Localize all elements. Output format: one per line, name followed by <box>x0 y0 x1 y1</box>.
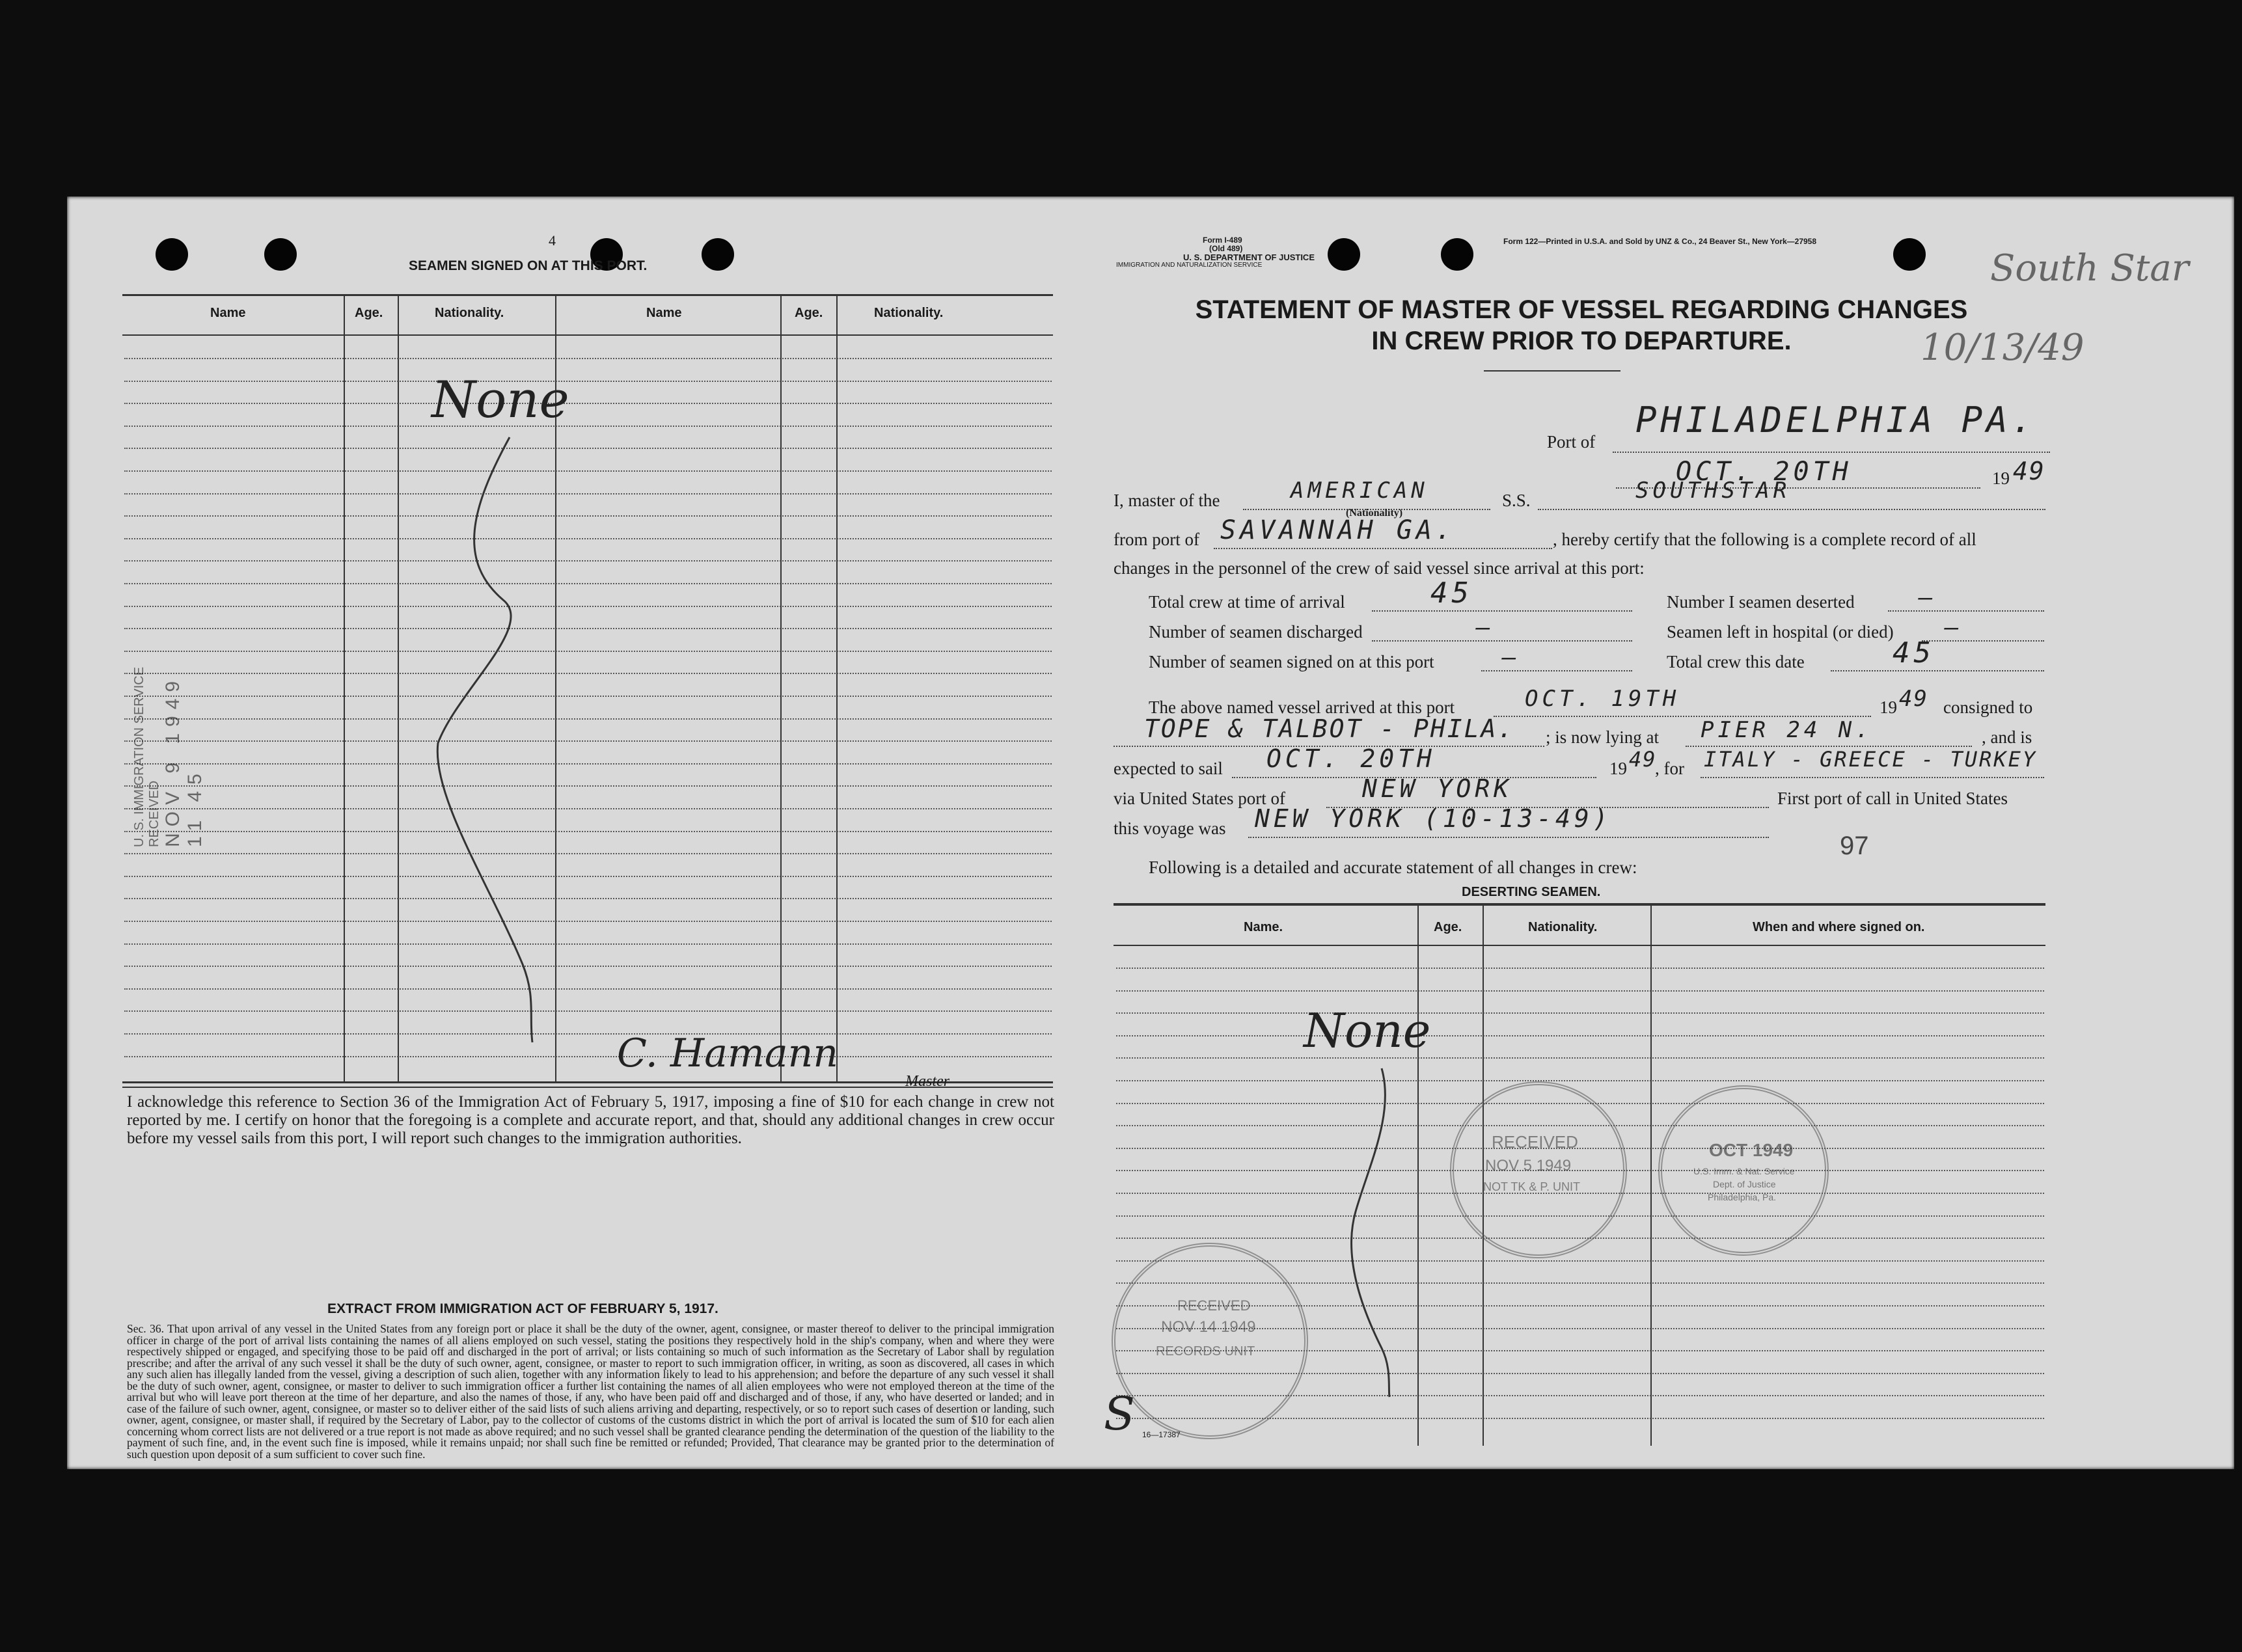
total-crew-arrival-line <box>1372 610 1632 612</box>
for-label: , for <box>1655 759 1684 778</box>
table-row <box>124 831 1052 832</box>
inspection-stamp <box>1658 1085 1829 1256</box>
table-row <box>124 493 1052 494</box>
column-header-age: Age. <box>355 306 383 320</box>
table-row <box>124 651 1052 652</box>
ship-name: SOUTHSTAR <box>1635 478 1791 504</box>
voyage-line <box>1248 837 1769 838</box>
arrived-year-prefix: 19 <box>1880 697 1897 717</box>
column-header-name: Name. <box>1244 920 1283 934</box>
punch-hole <box>1441 238 1473 271</box>
punch-hole <box>156 238 188 271</box>
table-row <box>124 560 1052 562</box>
arrived-value: OCT. 19TH <box>1525 686 1680 712</box>
table-row <box>124 853 1052 854</box>
and-is-label: , and is <box>1982 727 2032 747</box>
voyage-label: this voyage was <box>1114 819 1226 838</box>
nationality-caption: (Nationality) <box>1346 508 1403 519</box>
consigned-label: consigned to <box>1943 697 2033 717</box>
lying-label: ; is now lying at <box>1546 727 1659 747</box>
deserted-label: Number I seamen deserted <box>1667 592 1855 612</box>
table-row <box>124 898 1052 899</box>
column-divider <box>1650 906 1652 1446</box>
side-stamp-line: 11 45 <box>184 767 206 847</box>
table-row <box>124 470 1052 472</box>
records-stamp <box>1112 1243 1308 1439</box>
form-title <box>1110 294 2053 357</box>
column-header-age: Age. <box>795 306 823 320</box>
ship-name-line <box>1538 509 2045 510</box>
form-title-line: IN CREW PRIOR TO DEPARTURE. <box>1371 327 1792 355</box>
extract-text: Sec. 36. That upon arrival of any vessel in the United States from any foreign port or place it shall be the duty of the owner, agent, consignee, or master thereof to deliver to the principal immigration officer in charge of the port of arrival lists containing the names of all aliens employed on such vessel, stating the positions they respectively hold in the ship's company, when and where they were respectively shipped or engaged, and specifying those to be paid off and discharged in the port of arrival; or lists containing so much of such information as the Secretary of Labor shall by regulation prescribe; and after the arrival of any such vessel it shall be the duty of such owner, agent, consignee, or master to report to such immigration officer, in writing, as soon as discovered, all cases in which any such alien has illegally landed from the vessel, giving a description of such alien, together with any information likely to lead to his apprehension; and before the departure of any such vessel it shall be the duty of such owner, agent, consignee, or master to deliver to such immigration officer a further list containing the names of all alien employees who were not employed thereon at the time of the arrival but who will leave port thereon at the time of her departure, and also the names of those, if any, who have been paid off and discharged and of those, if any, who have deserted or landed; and in case of the failure of such owner, agent, consignee, or master so to deliver either of the said lists of such aliens arriving and departing, respectively, or so to report such cases of desertion or landing, such owner, agent, consignee, or master shall, if required by the Secretary of Labor, pay to the collector of customs of the customs district in which the port of arrival is located the sum of $10 for each alien concerning whom correct lists are not delivered or a true report is not made as above required; and no such vessel shall be granted clearance pending the determination of the question of the liability to the payment of such fine, and, in the event such fine is imposed, while it remains unpaid; nor shall such fine be remitted or refunded; Provided, That clearance may be granted prior to the determination of such question upon deposit of a sum sufficient to cover such fine. <box>127 1322 1054 1461</box>
table-row <box>124 673 1052 674</box>
vessel-handwritten-note: South Star <box>1990 247 2189 290</box>
pen-stroke <box>1343 1062 1421 1400</box>
side-received-stamp <box>132 667 206 847</box>
column-header-nationality: Nationality. <box>874 306 944 320</box>
stamp-text: OCT 1949 <box>1709 1140 1794 1160</box>
table-row <box>124 426 1052 427</box>
form-title-line: STATEMENT OF MASTER OF VESSEL REGARDING CHANGES <box>1195 295 1968 324</box>
punch-hole <box>702 238 734 271</box>
expected-label: expected to sail <box>1114 759 1223 778</box>
table-row <box>124 583 1052 584</box>
stamp-text: RECEIVED <box>1492 1132 1578 1152</box>
column-divider <box>780 295 782 1081</box>
table-row <box>124 628 1052 629</box>
total-crew-arrival-label: Total crew at time of arrival <box>1149 592 1345 612</box>
deserting-table-header-rule <box>1114 945 2045 946</box>
expected-year-value: 49 <box>1629 747 1657 772</box>
signed-on-label: Number of seamen signed on at this port <box>1149 652 1434 671</box>
discharged-label: Number of seamen discharged <box>1149 622 1363 642</box>
column-divider <box>836 295 838 1081</box>
via-value: NEW YORK <box>1362 774 1513 803</box>
total-crew-arrival-value: 45 <box>1430 576 1473 610</box>
table-row <box>124 740 1052 742</box>
table-row <box>124 515 1052 517</box>
hospital-line <box>1922 640 2044 642</box>
year-prefix: 19 <box>1992 468 2010 488</box>
punch-hole <box>264 238 297 271</box>
table-row <box>124 606 1052 607</box>
stamp-text: NOT TK & P. UNIT <box>1483 1180 1581 1193</box>
port-of-value: PHILADELPHIA PA. <box>1635 399 2037 440</box>
column-divider <box>344 295 345 1081</box>
table-top-rule <box>122 294 1053 296</box>
from-port-line <box>1214 548 1552 549</box>
table-row <box>124 403 1052 404</box>
document-sheet <box>67 196 2234 1469</box>
stamp-text: RECORDS UNIT <box>1156 1344 1255 1359</box>
stamp-text: Philadelphia, Pa. <box>1708 1192 1777 1202</box>
extract-heading: EXTRACT FROM IMMIGRATION ACT OF FEBRUARY 5, 1917. <box>327 1301 718 1316</box>
arrived-year-value: 49 <box>1899 686 1928 712</box>
deserting-none-entry: None <box>1304 1003 1431 1058</box>
certify-text: , hereby certify that the following is a complete record of all <box>1553 530 1976 549</box>
table-row <box>124 763 1052 765</box>
punch-hole <box>1893 238 1926 271</box>
table-row <box>124 381 1052 382</box>
department-name: U. S. DEPARTMENT OF JUSTICE <box>1183 252 1315 262</box>
table-row <box>124 696 1052 697</box>
hospital-value: — <box>1945 614 1963 641</box>
side-stamp-line: RECEIVED <box>147 780 161 847</box>
footer-code: 16—17387 <box>1142 1430 1181 1439</box>
table-row <box>1116 1057 2044 1059</box>
form-old-number: (Old 489) <box>1209 244 1243 253</box>
seamen-signed-heading: SEAMEN SIGNED ON AT THIS PORT. <box>409 258 648 273</box>
hospital-label: Seamen left in hospital (or died) <box>1667 622 1894 642</box>
signature-caption: Master <box>905 1073 950 1090</box>
table-row <box>1116 1012 2044 1014</box>
column-header-nationality: Nationality. <box>1528 920 1598 934</box>
page-count-number: 97 <box>1840 832 1869 860</box>
discharged-line <box>1372 640 1632 642</box>
corner-mark: S <box>1104 1387 1135 1441</box>
total-crew-date-line <box>1831 670 2044 671</box>
none-entry: None <box>431 371 569 429</box>
column-header-age: Age. <box>1434 920 1462 934</box>
following-text: Following is a detailed and accurate statement of all changes in crew: <box>1149 858 1637 877</box>
table-row <box>1116 1080 2044 1081</box>
for-value: ITALY - GREECE - TURKEY <box>1704 747 2038 772</box>
service-name: IMMIGRATION AND NATURALIZATION SERVICE <box>1116 262 1263 269</box>
table-row <box>124 966 1052 967</box>
table-row <box>124 921 1052 922</box>
voyage-value: NEW YORK (10-13-49) <box>1255 804 1612 833</box>
side-stamp-line: U. S. IMMIGRATION SERVICE <box>132 666 146 847</box>
ss-label: S.S. <box>1502 491 1531 510</box>
total-crew-date-label: Total crew this date <box>1667 652 1805 671</box>
table-row <box>1116 968 2044 969</box>
table-header-rule <box>122 334 1053 336</box>
expected-value: OCT. 20TH <box>1266 744 1436 773</box>
deserted-value: — <box>1919 584 1937 611</box>
total-crew-date-value: 45 <box>1893 636 1935 670</box>
deserting-table-top-rule <box>1114 903 2045 906</box>
stamp-text: NOV 14 1949 <box>1161 1318 1256 1336</box>
certify-text-continued: changes in the personnel of the crew of said vessel since arrival at this port: <box>1114 558 1645 578</box>
for-line <box>1701 777 2044 778</box>
table-row <box>124 943 1052 945</box>
year-value: 49 <box>2013 457 2045 485</box>
table-row <box>124 358 1052 359</box>
from-port-label: from port of <box>1114 530 1199 549</box>
column-header-name: Name <box>646 306 682 320</box>
table-row <box>124 988 1052 990</box>
master-of-label: I, master of the <box>1114 491 1220 510</box>
date-handwritten-note: 10/13/49 <box>1921 327 2085 369</box>
port-of-line <box>1613 452 2050 453</box>
table-row <box>124 876 1052 877</box>
side-stamp-line: NOV 9 1949 <box>162 674 184 847</box>
stamp-text: RECEIVED <box>1177 1297 1251 1314</box>
port-of-label: Port of <box>1547 432 1596 452</box>
pen-stroke <box>431 431 549 1049</box>
column-divider <box>398 295 399 1081</box>
table-row <box>1116 990 2044 992</box>
signed-on-value: — <box>1502 644 1520 671</box>
date-value: OCT. 20TH <box>1676 457 1852 487</box>
deserted-line <box>1888 610 2044 612</box>
master-signature: C. Hamann <box>617 1031 838 1076</box>
discharged-value: — <box>1476 614 1494 641</box>
form-number: Form I-489 <box>1203 236 1242 245</box>
received-stamp <box>1450 1081 1627 1258</box>
expected-year-prefix: 19 <box>1609 759 1627 778</box>
column-header-name: Name <box>210 306 246 320</box>
table-row <box>124 718 1052 720</box>
stamp-text: NOV 5 1949 <box>1485 1157 1572 1174</box>
printer-note: Form 122—Printed in U.S.A. and Sold by UNZ & Co., 24 Beaver St., New York—27958 <box>1503 237 1817 246</box>
consignee-value: TOPE & TALBOT - PHILA. <box>1144 714 1515 743</box>
acknowledgment-text: I acknowledge this reference to Section 36 of the Immigration Act of February 5, 1917, imposing a fine of $10 for each change in crew not reported by me. I certify on honor that the foregoing is a complete and accurate report, and that, should any additional changes in crew occur before my vessel sails from this port, I will report such changes to the immigration authorities. <box>127 1093 1054 1147</box>
deserting-heading: DESERTING SEAMEN. <box>1462 885 1601 899</box>
stamp-text: Dept. of Justice <box>1713 1179 1776 1189</box>
table-row <box>124 808 1052 809</box>
title-underline <box>1484 370 1620 372</box>
table-row <box>1116 1035 2044 1036</box>
table-row <box>124 1010 1052 1012</box>
nationality-value: AMERICAN <box>1291 478 1429 504</box>
page-number: 4 <box>549 232 556 249</box>
first-port-label: First port of call in United States <box>1777 789 2008 808</box>
via-label: via United States port of <box>1114 789 1285 808</box>
table-row <box>124 1033 1052 1035</box>
table-row <box>124 538 1052 539</box>
lying-value: PIER 24 N. <box>1701 717 1873 743</box>
punch-hole <box>1328 238 1360 271</box>
stamp-text: U.S. Imm. & Nat. Service <box>1693 1166 1795 1176</box>
from-port-value: SAVANNAH GA. <box>1220 515 1455 545</box>
column-header-nationality: Nationality. <box>435 306 504 320</box>
column-header-signed-on: When and where signed on. <box>1753 920 1925 934</box>
arrived-label: The above named vessel arrived at this port <box>1149 697 1455 717</box>
table-row <box>124 448 1052 449</box>
table-row <box>124 785 1052 787</box>
table-row <box>124 1056 1052 1057</box>
